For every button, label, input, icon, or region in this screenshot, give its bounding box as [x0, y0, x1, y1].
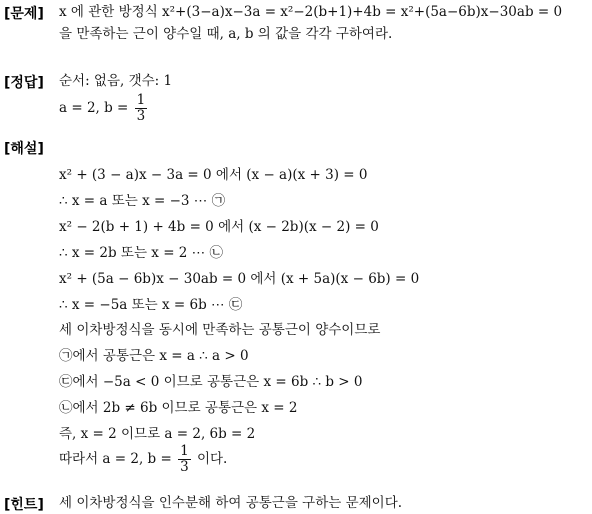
- solution-line: ㉡에서 2b ≠ 6b 이므로 공통근은 x = 2: [59, 400, 298, 416]
- solution-line: ∴ x = a 또는 x = −3 ⋯ ㉠: [59, 193, 226, 209]
- answer-values: a = 2, b =: [59, 100, 129, 116]
- problem-line-1: x 에 관한 방정식 x²+(3−a)x−3a = x²−2(b+1)+4b = x²+(5a−6b)x−30ab = 0: [59, 4, 563, 20]
- solution-line: x² + (5a − 6b)x − 30ab = 0 에서 (x + 5a)(x − 6b) = 0: [59, 271, 420, 287]
- solution-line: x² − 2(b + 1) + 4b = 0 에서 (x − 2b)(x − 2) = 0: [59, 219, 379, 235]
- solution-line: ㉠에서 공통근은 x = a ∴ a > 0: [59, 348, 249, 364]
- solution-fraction: [178, 444, 191, 475]
- hint-text: 세 이차방정식을 인수분해 하여 공통근을 구하는 문제이다.: [59, 495, 403, 511]
- hint-label: [힌트]: [4, 497, 44, 513]
- answer-fraction: [135, 93, 148, 124]
- solution-fraction-denominator: 3: [180, 459, 189, 475]
- answer-fraction-numerator: 1: [136, 92, 146, 108]
- solution-line: ㉢에서 −5a < 0 이므로 공통근은 x = 6b ∴ b > 0: [59, 374, 363, 390]
- answer-line-1: 순서: 없음, 갯수: 1: [59, 73, 173, 89]
- problem-label: [문제]: [4, 6, 44, 22]
- solution-conclusion-prefix: 따라서 a = 2, b =: [59, 451, 172, 467]
- solution-line: ∴ x = −5a 또는 x = 6b ⋯ ㉢: [59, 297, 243, 313]
- solution-line: ∴ x = 2b 또는 x = 2 ⋯ ㉡: [59, 245, 223, 261]
- answer-line-2: [59, 93, 149, 124]
- solution-fraction-numerator: 1: [180, 443, 189, 459]
- solution-line: 즉, x = 2 이므로 a = 2, 6b = 2: [59, 426, 256, 442]
- solution-label: [해설]: [4, 141, 44, 157]
- solution-line: 세 이차방정식을 동시에 만족하는 공통근이 양수이므로: [59, 322, 381, 338]
- answer-label: [정답]: [4, 75, 44, 91]
- solution-conclusion: [59, 441, 227, 477]
- problem-line-2: 을 만족하는 근이 양수일 때, a, b 의 값을 각각 구하여라.: [59, 26, 393, 42]
- solution-line: x² + (3 − a)x − 3a = 0 에서 (x − a)(x + 3) = 0: [59, 167, 368, 183]
- answer-fraction-denominator: 3: [136, 108, 146, 124]
- solution-conclusion-suffix: 이다.: [196, 451, 228, 467]
